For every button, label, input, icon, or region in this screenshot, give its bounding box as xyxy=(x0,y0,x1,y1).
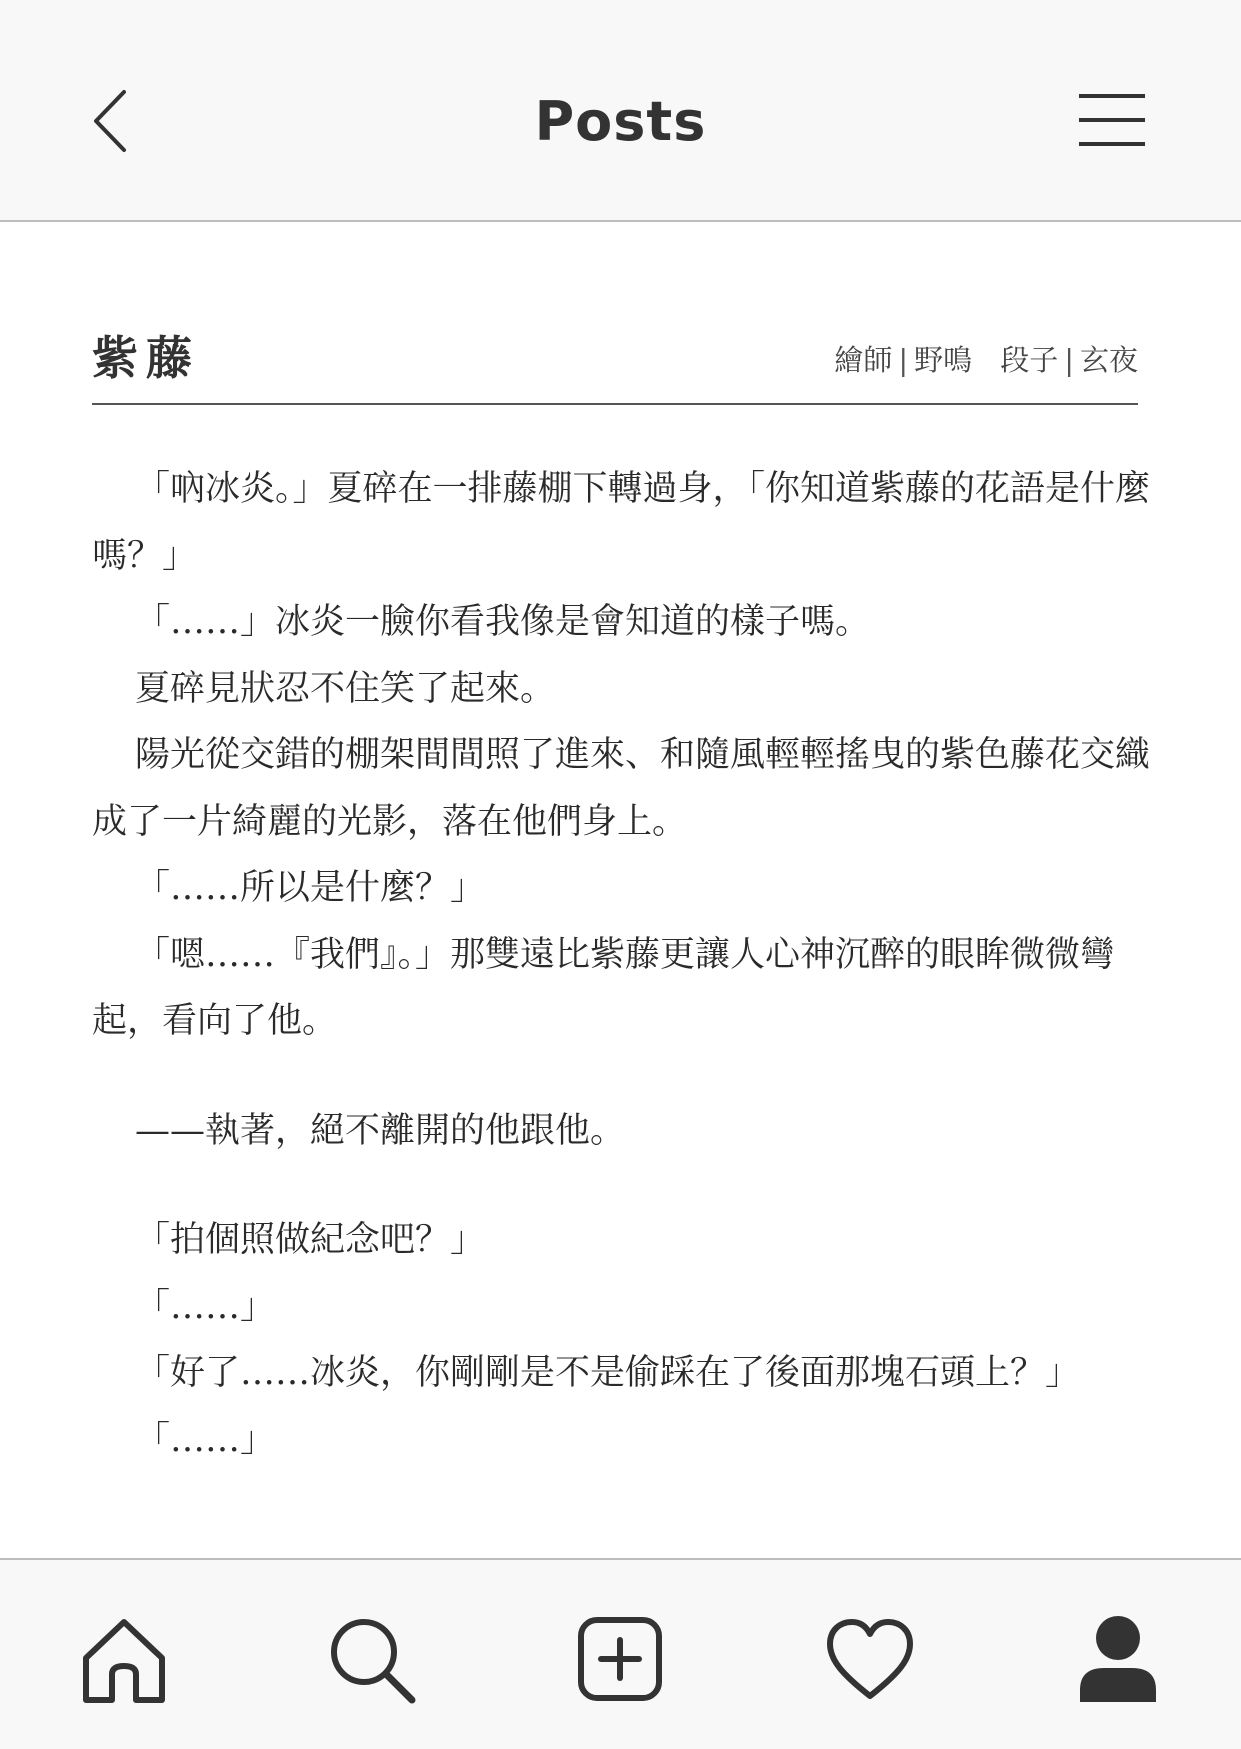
paragraph: ——執著，絕不離開的他跟他。 xyxy=(135,1110,626,1151)
search-icon xyxy=(324,1612,420,1708)
paragraph: 「……」 xyxy=(135,1419,276,1460)
nav-add-post-button[interactable] xyxy=(573,1612,669,1708)
post-body xyxy=(92,456,1152,1473)
illustrator-name: 野鳴 xyxy=(914,343,973,377)
writer-role: 段子 xyxy=(1000,343,1059,377)
title-divider xyxy=(92,403,1138,405)
paragraph: 「……」冰炎一臉你看我像是會知道的樣子嗎。 xyxy=(135,602,871,642)
post-title: 紫藤 xyxy=(92,331,200,385)
nav-search-button[interactable] xyxy=(324,1612,420,1708)
paragraph: 「……」 xyxy=(135,1286,276,1327)
nav-profile-button[interactable] xyxy=(1070,1612,1166,1708)
add-post-icon xyxy=(573,1612,669,1708)
paragraph: 「吶冰炎。」夏碎在一排藤棚下轉過身，「你知道紫藤的花語是什麼嗎？」 xyxy=(92,469,1151,576)
paragraph: 「拍個照做紀念吧？」 xyxy=(135,1220,486,1260)
paragraph: 陽光從交錯的棚架間間照了進來、和隨風輕輕搖曳的紫色藤花交織成了一片綺麗的光影，落在他們身上。 xyxy=(92,735,1151,842)
paragraph: 「……所以是什麼？」 xyxy=(135,868,486,908)
nav-activity-button[interactable] xyxy=(822,1612,918,1708)
top-bar xyxy=(0,0,1241,222)
credit-separator: | xyxy=(1064,343,1074,377)
paragraph-spacer xyxy=(92,1055,1152,1098)
profile-icon xyxy=(1070,1612,1166,1708)
heart-icon xyxy=(822,1612,918,1708)
post-credits xyxy=(834,338,1138,379)
nav-home-button[interactable] xyxy=(76,1612,172,1708)
paragraph: 「好了……冰炎，你剛剛是不是偷踩在了後面那塊石頭上？」 xyxy=(135,1353,1081,1393)
paragraph: 夏碎見狀忍不住笑了起來。 xyxy=(135,668,556,709)
bottom-nav xyxy=(0,1558,1241,1749)
home-icon xyxy=(76,1612,172,1708)
hamburger-menu-icon xyxy=(1070,88,1150,150)
illustrator-role: 繪師 xyxy=(834,343,893,377)
paragraph-spacer xyxy=(92,1164,1152,1207)
page-title: Posts xyxy=(534,90,707,153)
paragraph: 「嗯……『我們』。」那雙遠比紫藤更讓人心神沉醉的眼眸微微彎起，看向了他。 xyxy=(92,934,1116,1041)
writer-name: 玄夜 xyxy=(1079,343,1138,377)
menu-button[interactable] xyxy=(1070,88,1150,150)
credit-separator: | xyxy=(898,343,909,377)
